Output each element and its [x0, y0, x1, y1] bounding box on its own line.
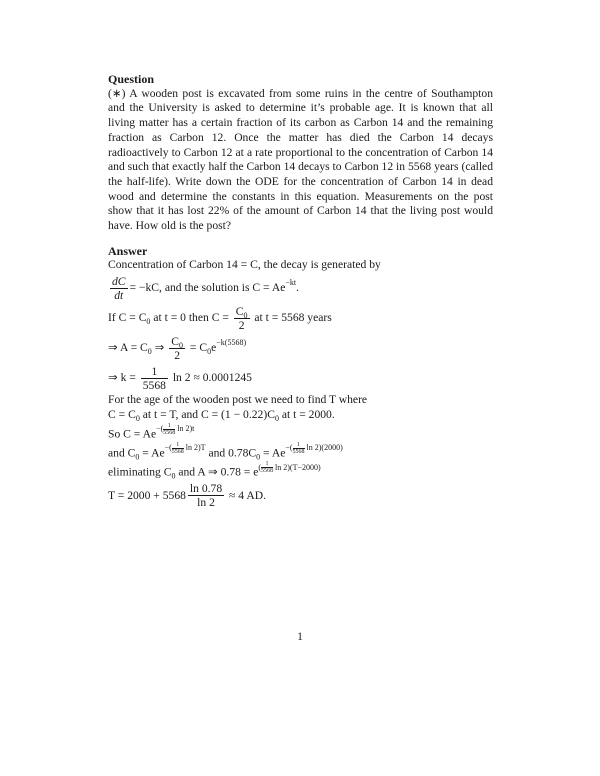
fraction-C0-2b: $\frac{C_0}{2}$	[171, 334, 184, 362]
answer-line-3: If $C = C_0$ at t = 0 then C = $\frac{C_0}{2}$ at t = 5568 years	[108, 304, 332, 332]
answer-heading: Answer	[108, 243, 148, 258]
answer-line-11: T = 2000 + 5568 $\frac{\ln 0.78}{\ln 2}$ ≈ 4 AD.	[108, 482, 266, 510]
answer-line-7: $C = C_0$ at t = T, and $C = (1 - 0.22)C_0$ at t = 2000.	[108, 407, 335, 423]
fraction-C0-2: $\frac{C_0}{2}$	[235, 304, 248, 332]
page-number: 1	[297, 630, 303, 643]
question-heading: Question	[108, 72, 155, 86]
answer-line-2: $\frac{dC}{dt}$ = −kC, and the solution is $C = Ae^{-kt}$.	[112, 274, 300, 302]
question-text: (∗) A wooden post is excavated from some ruins in the centre of Southampton and the University is asked to determine it’s probable age. It is known that all living matter has a certain fraction of its carbon as Carbon 14 and the remaining fraction as Carbon 12. Once the matter has died the Carbon 14 decays radioactively to Carbon 12 at a rate proportional to the concentration of Carbon 14 and such that exactly half the Carbon 14 decays to Carbon 12 in 5568 years (called the half-life). Write down the ODE for the concentration of Carbon 14 in dead wood and determine the constants in this equation. Measurements on the post show that it has lost 22% of the amount of Carbon 14 that the living post would have. How old is the post?	[108, 86, 493, 233]
answer-line-1: Concentration of Carbon 14 = C, the decay is generated by	[108, 258, 381, 272]
fraction-dC-dt: $\frac{dC}{dt}$	[112, 274, 126, 302]
answer-line-8: So $C = Ae^{-( \frac{1}{5568} ln 2)t}$	[108, 422, 195, 440]
answer-line-4: ⇒ $A = C_0$ ⇒ $\frac{C_0}{2}$ = $C_0e^{-k(5568)}$	[108, 334, 247, 362]
document-page	[108, 72, 493, 511]
answer-line-6: For the age of the wooden post we need to find T where	[108, 393, 368, 407]
answer-body	[108, 258, 493, 510]
fraction-1-5568: $\frac{1}{5568}$	[142, 364, 166, 392]
answer-line-10: eliminating $C_0$ and A ⇒ $0.78 = e^{( \frac{1}{5568} ln 2)(T-2000)}$	[108, 461, 321, 481]
answer-line-5: ⇒ k = $\frac{1}{5568}$ ln 2 ≈ 0.0001245	[108, 364, 252, 392]
fraction-ln078-ln2: $\frac{\ln 0.78}{\ln 2}$	[189, 482, 223, 510]
answer-line-9: and $C_0 = Ae^{-( \frac{1}{5568} ln 2)T}$ and $0.78C_0 = Ae^{-( \frac{1}{5568} ln 2)(2000)}$	[108, 441, 343, 462]
